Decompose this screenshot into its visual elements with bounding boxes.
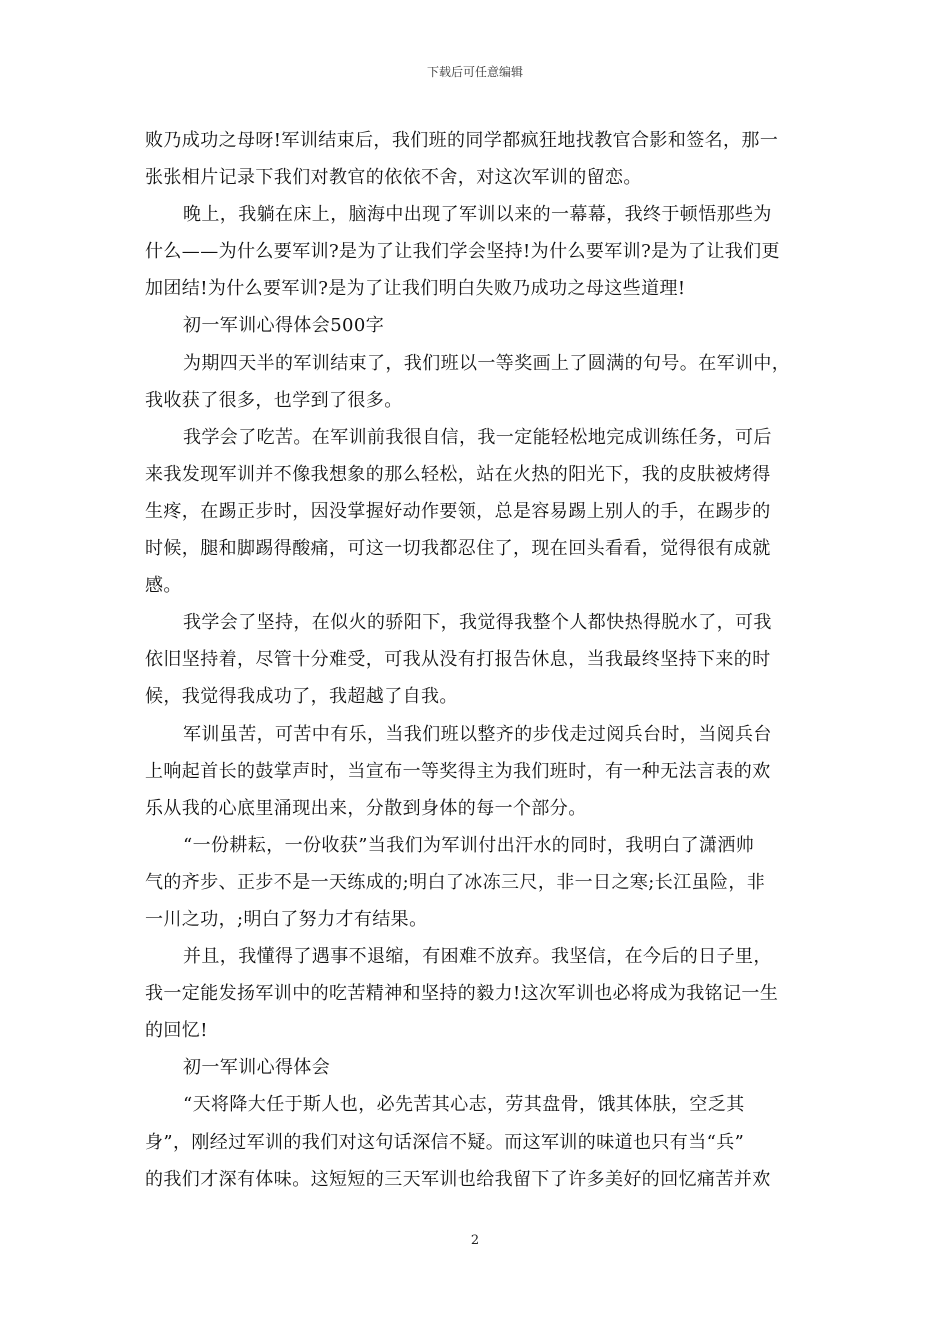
text-line: 一川之功，;明白了努力才有结果。: [145, 908, 428, 930]
text-line: 的回忆!: [145, 1020, 208, 1042]
text-line: 气的齐步、正步不是一天练成的;明白了冰冻三尺，非一日之寒;长江虽险，非: [145, 871, 766, 893]
text-line: 军训虽苦，可苦中有乐，当我们班以整齐的步伐走过阅兵台时，当阅兵台: [183, 723, 772, 745]
text-line: 身”，刚经过军训的我们对这句话深信不疑。而这军训的味道也只有当“兵”: [145, 1131, 745, 1153]
text-line: 我学会了吃苦。在军训前我很自信，我一定能轻松地完成训练任务，可后: [183, 426, 772, 448]
text-line: “一份耕耘，一份收获”当我们为军训付出汗水的同时，我明白了潇洒帅: [183, 834, 755, 856]
page-header: 下载后可任意编辑: [426, 65, 523, 79]
text-line: 依旧坚持着，尽管十分难受，可我从没有打报告休息，当我最终坚持下来的时: [145, 649, 771, 671]
text-line: 败乃成功之母呀!军训结束后，我们班的同学都疯狂地找教官合影和签名，那一: [145, 130, 779, 151]
text-line: 我学会了坚持，在似火的骄阳下，我觉得我整个人都快热得脱水了，可我: [183, 612, 772, 634]
text-line: 为期四天半的军训结束了，我们班以一等奖画上了圆满的句号。在军训中，: [183, 352, 791, 374]
text-line: 生疼，在踢正步时，因没掌握好动作要领，总是容易踢上别人的手，在踢步的: [145, 500, 771, 522]
text-line: “天将降大任于斯人也，必先苦其心志，劳其盘骨，饿其体肤，空乏其: [183, 1094, 745, 1116]
text-line: 晚上，我躺在床上，脑海中出现了军训以来的一幕幕，我终于顿悟那些为: [183, 204, 772, 226]
text-line: 张张相片记录下我们对教官的依依不舍，对这次军训的留恋。: [145, 167, 642, 189]
text-line: 初一军训心得体会: [183, 1057, 331, 1079]
text-line: 乐从我的心底里涌现出来，分散到身体的每一个部分。: [145, 797, 587, 819]
text-line: 时候，腿和脚踢得酸痛，可这一切我都忍住了，现在回头看看，觉得很有成就: [145, 538, 771, 560]
page-number: 2: [470, 1233, 480, 1248]
text-line: 候，我觉得我成功了，我超越了自我。: [145, 686, 458, 708]
text-line: 的我们才深有体味。这短短的三天军训也给我留下了许多美好的回忆痛苦并欢: [145, 1168, 771, 1190]
text-line: 来我发现军训并不像我想象的那么轻松，站在火热的阳光下，我的皮肤被烤得: [145, 463, 771, 485]
text-line: 初一军训心得体会500字: [183, 315, 385, 337]
text-line: 我收获了很多，也学到了很多。: [145, 389, 403, 411]
text-line: 上响起首长的鼓掌声时，当宣布一等奖得主为我们班时，有一种无法言表的欢: [145, 760, 771, 782]
text-line: 感。: [145, 575, 182, 597]
text-line: 加团结!为什么要军训?是为了让我们明白失败乃成功之母这些道理!: [145, 278, 686, 300]
document-body: [145, 122, 810, 1198]
text-line: 我一定能发扬军训中的吃苦精神和坚持的毅力!这次军训也必将成为我铭记一生: [145, 983, 779, 1005]
text-line: 什么——为什么要军训?是为了让我们学会坚持!为什么要军训?是为了让我们更: [145, 241, 780, 263]
text-line: 并且，我懂得了遇事不退缩，有困难不放弃。我坚信，在今后的日子里，: [183, 946, 772, 968]
